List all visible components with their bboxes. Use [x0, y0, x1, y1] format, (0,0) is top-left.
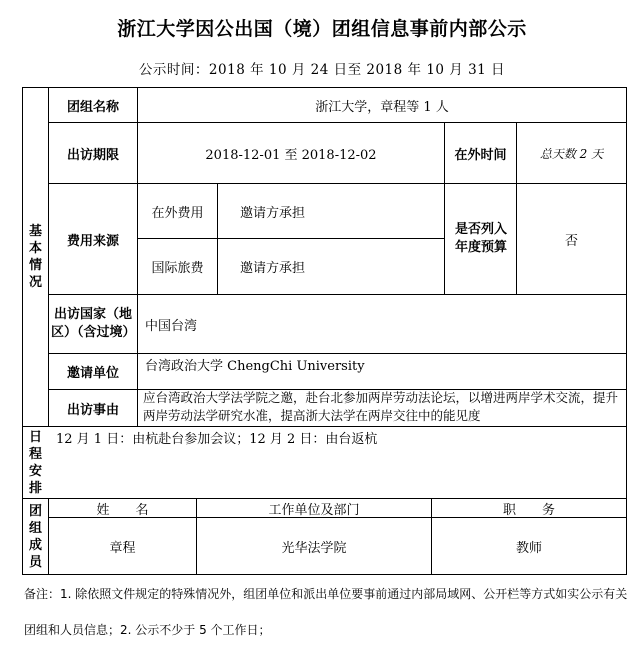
value-purpose: 应台湾政治大学法学院之邀，赴台北参加两岸劳动法论坛，以增进两岸学术交流，提升两岸劳动法学研究水准，提高浙大法学在两岸交往中的能见度: [143, 390, 619, 423]
section-schedule-char: 程: [28, 446, 42, 462]
members-header-title: 职 务: [502, 502, 555, 518]
section-members-char: 团: [28, 503, 42, 519]
note-line-1: 备注：1. 除依照文件规定的特殊情况外，组团单位和派出单位要事前通过内部局域网、公开栏等方式如实公示有关: [24, 587, 628, 601]
section-members-char: 组: [28, 520, 42, 536]
members-header-name: 姓 名: [96, 502, 149, 518]
publicity-period: 公示时间：2018 年 10 月 24 日至 2018 年 10 月 31 日: [138, 62, 506, 78]
value-visit-period: 2018-12-01 至 2018-12-02: [205, 147, 377, 163]
section-basic-info: [23, 88, 48, 426]
section-schedule-char: 安: [28, 463, 42, 479]
label-country: 出访国家（地区）（含过境）: [51, 307, 136, 340]
section-members-char: 员: [28, 554, 42, 570]
value-intl-travel: 邀请方承担: [240, 261, 306, 276]
section-members: [23, 499, 48, 574]
section-schedule-char: 排: [28, 480, 42, 496]
section-basic-char: 本: [28, 241, 42, 256]
value-days-abroad: 总天数 2 天: [539, 146, 604, 161]
value-budgeted: 否: [564, 233, 578, 249]
member-name: 章程: [109, 540, 136, 556]
value-country: 中国台湾: [145, 318, 198, 334]
label-purpose: 出访事由: [66, 402, 119, 418]
label-inviter: 邀请单位: [66, 366, 119, 381]
label-budgeted: 是否列入年度预算: [454, 222, 507, 255]
label-intl-travel: 国际旅费: [151, 261, 204, 276]
section-schedule: [23, 427, 48, 498]
value-schedule: 12 月 1 日：由杭赴台参加会议；12 月 2 日：由台返杭: [56, 432, 378, 447]
label-funding-source: 费用来源: [66, 233, 119, 249]
label-cost-abroad: 在外费用: [151, 205, 204, 221]
label-group-name: 团组名称: [66, 99, 119, 115]
value-inviter: 台湾政治大学 ChengChi University: [145, 359, 365, 374]
value-group-name: 浙江大学，章程等 1 人: [315, 99, 449, 115]
page-title: 浙江大学因公出国（境）团组信息事前内部公示: [117, 18, 527, 40]
section-schedule-char: 日: [28, 429, 42, 445]
section-basic-char: 情: [28, 258, 42, 273]
label-days-abroad: 在外时间: [454, 147, 507, 163]
section-basic-char: 基: [28, 224, 42, 239]
members-header-unit: 工作单位及部门: [268, 502, 360, 518]
member-title: 教师: [515, 540, 542, 556]
member-unit: 光华法学院: [281, 540, 347, 556]
note-line-2: 团组和人员信息；2. 公示不少于 5 个工作日；: [24, 623, 271, 637]
value-cost-abroad: 邀请方承担: [240, 205, 306, 221]
section-members-char: 成: [28, 537, 42, 553]
label-visit-period: 出访期限: [66, 147, 119, 163]
section-basic-char: 况: [28, 275, 42, 290]
